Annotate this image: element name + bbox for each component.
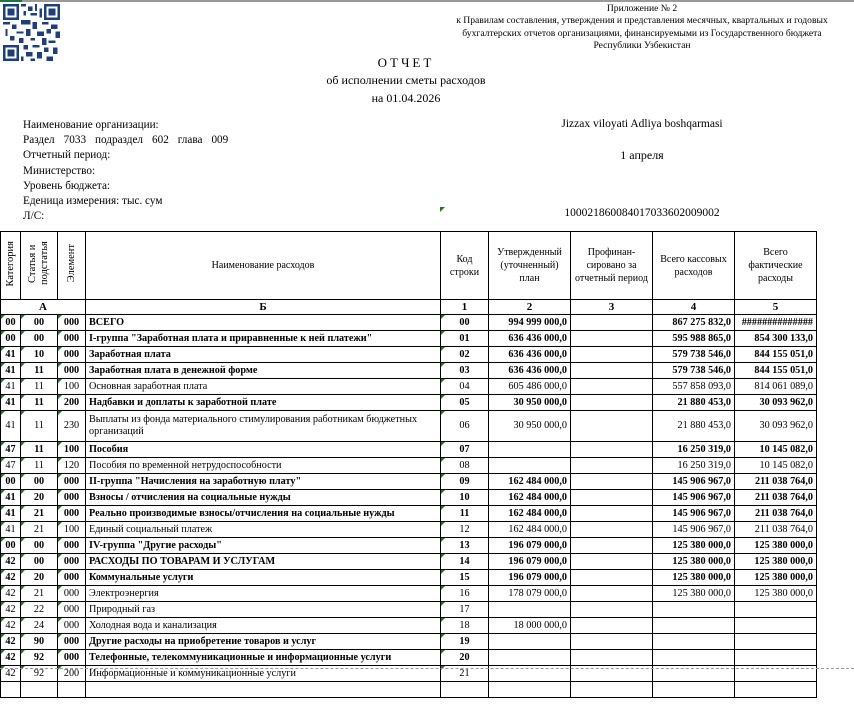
- element-cell[interactable]: 000: [58, 347, 86, 363]
- actual-cell[interactable]: [735, 618, 817, 634]
- name-cell[interactable]: Выплаты из фонда материального стимулирования работникам бюджетных организаций: [86, 411, 441, 442]
- financed-cell[interactable]: [571, 395, 653, 411]
- element-cell[interactable]: 100: [58, 522, 86, 538]
- table-row: [1, 379, 817, 395]
- cash-cell[interactable]: [653, 618, 735, 634]
- index-5: 5: [735, 300, 817, 315]
- code-cell[interactable]: 18: [441, 618, 489, 634]
- cash-cell[interactable]: 125 380 000,0: [653, 570, 735, 586]
- table-row: [1, 618, 817, 634]
- appendix-line-4: Республики Узбекистан: [593, 39, 691, 51]
- header-actual: Всего фактические расходы: [735, 232, 817, 300]
- table-row: [1, 490, 817, 506]
- cash-cell[interactable]: 145 906 967,0: [653, 506, 735, 522]
- table-row: [1, 347, 817, 363]
- plan-cell[interactable]: 30 950 000,0: [489, 411, 571, 442]
- category-cell[interactable]: 42: [1, 554, 21, 570]
- subsection-value: 602: [152, 134, 169, 147]
- financed-cell[interactable]: [571, 682, 653, 698]
- actual-cell[interactable]: 30 093 962,0: [735, 395, 817, 411]
- table-row: [1, 315, 817, 331]
- financed-cell[interactable]: [571, 458, 653, 474]
- plan-cell[interactable]: 178 079 000,0: [489, 586, 571, 602]
- code-cell[interactable]: 19: [441, 634, 489, 650]
- table-row: [1, 554, 817, 570]
- period-value: 1 апреля: [620, 148, 664, 162]
- code-cell[interactable]: 01: [441, 331, 489, 347]
- account-number-value: 100021860084017033602009002: [564, 207, 720, 219]
- table-row: [1, 442, 817, 458]
- table-row: [1, 522, 817, 538]
- code-cell[interactable]: [441, 682, 489, 698]
- code-cell[interactable]: 06: [441, 411, 489, 442]
- actual-cell[interactable]: 30 093 962,0: [735, 411, 817, 442]
- actual-cell[interactable]: 814 061 089,0: [735, 379, 817, 395]
- name-cell[interactable]: Единый социальный платеж: [86, 522, 441, 538]
- subsection-label: подраздел: [95, 134, 143, 147]
- category-cell[interactable]: 42: [1, 602, 21, 618]
- table-header-row: [1, 232, 817, 300]
- article-cell[interactable]: 00: [21, 538, 58, 554]
- element-cell[interactable]: 100: [58, 442, 86, 458]
- financed-cell[interactable]: [571, 634, 653, 650]
- name-cell[interactable]: IV-группа "Другие расходы": [86, 538, 441, 554]
- plan-cell[interactable]: 636 436 000,0: [489, 347, 571, 363]
- header-category: Категория: [1, 232, 21, 300]
- category-cell[interactable]: 42: [1, 586, 21, 602]
- article-cell[interactable]: 22: [21, 602, 58, 618]
- report-meta: [23, 118, 237, 224]
- actual-cell[interactable]: 211 038 764,0: [735, 522, 817, 538]
- index-a: А: [1, 300, 86, 315]
- org-label: Наименование организации:: [23, 119, 159, 131]
- financed-cell[interactable]: [571, 650, 653, 666]
- plan-cell[interactable]: [489, 650, 571, 666]
- actual-cell[interactable]: ##############: [735, 315, 817, 331]
- expense-report-table: [0, 231, 817, 698]
- article-cell[interactable]: 00: [21, 474, 58, 490]
- element-cell[interactable]: 000: [58, 554, 86, 570]
- cash-cell[interactable]: 867 275 832,0: [653, 315, 735, 331]
- chapter-label: глава: [177, 134, 203, 147]
- plan-cell[interactable]: 196 079 000,0: [489, 570, 571, 586]
- cash-cell[interactable]: [653, 650, 735, 666]
- financed-cell[interactable]: [571, 602, 653, 618]
- financed-cell[interactable]: [571, 570, 653, 586]
- element-cell[interactable]: [58, 682, 86, 698]
- plan-cell[interactable]: [489, 634, 571, 650]
- category-cell[interactable]: 41: [1, 506, 21, 522]
- category-cell[interactable]: 41: [1, 522, 21, 538]
- plan-cell[interactable]: 196 079 000,0: [489, 554, 571, 570]
- name-cell[interactable]: Природный газ: [86, 602, 441, 618]
- cash-cell[interactable]: 595 988 865,0: [653, 331, 735, 347]
- actual-cell[interactable]: 10 145 082,0: [735, 442, 817, 458]
- name-cell[interactable]: Телефонные, телекоммуникационные и информационные услуги: [86, 650, 441, 666]
- article-cell[interactable]: 11: [21, 379, 58, 395]
- code-cell[interactable]: 16: [441, 586, 489, 602]
- table-row: [1, 363, 817, 379]
- article-cell[interactable]: 11: [21, 458, 58, 474]
- table-row: [1, 586, 817, 602]
- section-label: Раздел: [23, 134, 55, 147]
- section-value: 7033: [63, 134, 87, 147]
- index-b: Б: [86, 300, 441, 315]
- index-1: 1: [441, 300, 489, 315]
- category-cell[interactable]: 00: [1, 538, 21, 554]
- table-row: [1, 411, 817, 442]
- plan-cell[interactable]: 162 484 000,0: [489, 506, 571, 522]
- table-row: [1, 458, 817, 474]
- financed-cell[interactable]: [571, 586, 653, 602]
- cash-cell[interactable]: 16 250 319,0: [653, 442, 735, 458]
- actual-cell[interactable]: 125 380 000,0: [735, 570, 817, 586]
- code-cell[interactable]: 05: [441, 395, 489, 411]
- name-cell[interactable]: Надбавки и доплаты к заработной плате: [86, 395, 441, 411]
- active-sheet-indicator: [0, 0, 22, 2]
- financed-cell[interactable]: [571, 363, 653, 379]
- category-cell[interactable]: 47: [1, 458, 21, 474]
- header-article: Статья и подстатья: [21, 232, 58, 300]
- ministry-label: Министерство:: [23, 164, 96, 177]
- element-cell[interactable]: 000: [58, 490, 86, 506]
- article-cell[interactable]: 11: [21, 363, 58, 379]
- unit-label: Еденица измерения: тыс. сум: [23, 195, 163, 208]
- name-cell[interactable]: Заработная плата в денежной форме: [86, 363, 441, 379]
- code-cell[interactable]: 13: [441, 538, 489, 554]
- article-cell[interactable]: 20: [21, 570, 58, 586]
- article-cell[interactable]: 00: [21, 331, 58, 347]
- element-cell[interactable]: 000: [58, 650, 86, 666]
- element-cell[interactable]: 000: [58, 474, 86, 490]
- name-cell[interactable]: Электроэнергия: [86, 586, 441, 602]
- category-cell[interactable]: 47: [1, 442, 21, 458]
- appendix-header: [430, 3, 854, 52]
- code-cell[interactable]: 10: [441, 490, 489, 506]
- element-cell[interactable]: 000: [58, 331, 86, 347]
- table-row: [1, 395, 817, 411]
- cash-cell[interactable]: 557 858 093,0: [653, 379, 735, 395]
- category-cell[interactable]: 00: [1, 315, 21, 331]
- name-cell[interactable]: Взносы / отчисления на социальные нужды: [86, 490, 441, 506]
- element-cell[interactable]: 000: [58, 602, 86, 618]
- financed-cell[interactable]: [571, 411, 653, 442]
- actual-cell[interactable]: [735, 634, 817, 650]
- chapter-value: 009: [211, 134, 229, 147]
- category-cell[interactable]: 00: [1, 474, 21, 490]
- header-code: Код строки: [441, 232, 489, 300]
- header-plan: Утвержденный (уточненный) план: [489, 232, 571, 300]
- page-break-line: [0, 668, 854, 669]
- element-cell[interactable]: 120: [58, 458, 86, 474]
- category-cell[interactable]: 41: [1, 347, 21, 363]
- name-cell[interactable]: II-группа "Начисления на заработную плату": [86, 474, 441, 490]
- appendix-line-2: к Правилам составления, утверждения и представления месячных, квартальных и годовых: [456, 15, 828, 27]
- name-cell[interactable]: Основная заработная плата: [86, 379, 441, 395]
- actual-cell[interactable]: [735, 650, 817, 666]
- cash-cell[interactable]: 125 380 000,0: [653, 586, 735, 602]
- name-cell[interactable]: Пособия: [86, 442, 441, 458]
- element-cell[interactable]: 000: [58, 570, 86, 586]
- plan-cell[interactable]: 162 484 000,0: [489, 522, 571, 538]
- financed-cell[interactable]: [571, 490, 653, 506]
- cash-cell[interactable]: [653, 634, 735, 650]
- code-cell[interactable]: 15: [441, 570, 489, 586]
- index-2: 2: [489, 300, 571, 315]
- category-cell[interactable]: 42: [1, 570, 21, 586]
- table-row: [1, 634, 817, 650]
- cash-cell[interactable]: 125 380 000,0: [653, 554, 735, 570]
- header-element: Элемент: [58, 232, 86, 300]
- cash-cell[interactable]: [653, 602, 735, 618]
- cash-cell[interactable]: 16 250 319,0: [653, 458, 735, 474]
- cash-cell[interactable]: 145 906 967,0: [653, 522, 735, 538]
- plan-cell[interactable]: 636 436 000,0: [489, 331, 571, 347]
- financed-cell[interactable]: [571, 331, 653, 347]
- table-body: [1, 315, 817, 698]
- actual-cell[interactable]: 211 038 764,0: [735, 490, 817, 506]
- financed-cell[interactable]: [571, 506, 653, 522]
- element-cell[interactable]: 000: [58, 586, 86, 602]
- window-top-border: [0, 0, 854, 2]
- plan-cell[interactable]: 605 486 000,0: [489, 379, 571, 395]
- table-row: [1, 331, 817, 347]
- plan-cell[interactable]: 994 999 000,0: [489, 315, 571, 331]
- actual-cell[interactable]: 10 145 082,0: [735, 458, 817, 474]
- code-cell[interactable]: 09: [441, 474, 489, 490]
- name-cell[interactable]: [86, 682, 441, 698]
- element-cell[interactable]: 230: [58, 411, 86, 442]
- category-cell[interactable]: 42: [1, 634, 21, 650]
- category-cell[interactable]: 41: [1, 363, 21, 379]
- header-name: Наименование расходов: [86, 232, 441, 300]
- category-cell[interactable]: 41: [1, 395, 21, 411]
- code-cell[interactable]: 07: [441, 442, 489, 458]
- element-cell[interactable]: 000: [58, 634, 86, 650]
- cash-cell[interactable]: 579 738 546,0: [653, 363, 735, 379]
- index-3: 3: [571, 300, 653, 315]
- article-cell[interactable]: 00: [21, 315, 58, 331]
- name-cell[interactable]: I-группа "Заработная плата и приравненные к ней платежи": [86, 331, 441, 347]
- article-cell[interactable]: 11: [21, 442, 58, 458]
- actual-cell[interactable]: 125 380 000,0: [735, 586, 817, 602]
- header-financed: Профинан-сировано за отчетный период: [571, 232, 653, 300]
- code-cell[interactable]: 03: [441, 363, 489, 379]
- table-row: [1, 538, 817, 554]
- actual-cell[interactable]: 211 038 764,0: [735, 474, 817, 490]
- report-title: ОТЧЕТ: [377, 55, 435, 70]
- plan-cell[interactable]: 636 436 000,0: [489, 363, 571, 379]
- financed-cell[interactable]: [571, 474, 653, 490]
- actual-cell[interactable]: 125 380 000,0: [735, 554, 817, 570]
- table-row: [1, 602, 817, 618]
- org-name-value: Jizzax viloyati Adliya boshqarmasi: [561, 118, 723, 130]
- plan-cell[interactable]: 30 950 000,0: [489, 395, 571, 411]
- code-cell[interactable]: 12: [441, 522, 489, 538]
- name-cell[interactable]: Холодная вода и канализация: [86, 618, 441, 634]
- article-cell[interactable]: 90: [21, 634, 58, 650]
- name-cell[interactable]: ВСЕГО: [86, 315, 441, 331]
- article-cell[interactable]: 20: [21, 490, 58, 506]
- plan-cell[interactable]: [489, 602, 571, 618]
- category-cell[interactable]: 41: [1, 411, 21, 442]
- cash-cell[interactable]: [653, 682, 735, 698]
- code-cell[interactable]: 08: [441, 458, 489, 474]
- plan-cell[interactable]: [489, 682, 571, 698]
- category-cell[interactable]: 42: [1, 650, 21, 666]
- financed-cell[interactable]: [571, 538, 653, 554]
- code-cell[interactable]: 20: [441, 650, 489, 666]
- actual-cell[interactable]: [735, 682, 817, 698]
- article-cell[interactable]: 11: [21, 395, 58, 411]
- financed-cell[interactable]: [571, 347, 653, 363]
- plan-cell[interactable]: 196 079 000,0: [489, 538, 571, 554]
- appendix-line-1: Приложение № 2: [606, 3, 678, 14]
- article-cell[interactable]: 10: [21, 347, 58, 363]
- cash-cell[interactable]: 21 880 453,0: [653, 411, 735, 442]
- financed-cell[interactable]: [571, 315, 653, 331]
- element-cell[interactable]: 000: [58, 538, 86, 554]
- table-row: [1, 506, 817, 522]
- report-subtitle: об исполнении сметы расходов: [326, 73, 486, 87]
- qr-code-icon: [3, 4, 60, 61]
- element-cell[interactable]: 000: [58, 315, 86, 331]
- financed-cell[interactable]: [571, 554, 653, 570]
- table-row: [1, 570, 817, 586]
- plan-cell[interactable]: [489, 458, 571, 474]
- article-cell[interactable]: 11: [21, 411, 58, 442]
- category-cell[interactable]: 42: [1, 618, 21, 634]
- plan-cell[interactable]: 18 000 000,0: [489, 618, 571, 634]
- account-label: Л/С:: [23, 210, 45, 223]
- actual-cell[interactable]: 211 038 764,0: [735, 506, 817, 522]
- element-cell[interactable]: 200: [58, 395, 86, 411]
- article-cell[interactable]: 21: [21, 522, 58, 538]
- table-row: [1, 650, 817, 666]
- element-cell[interactable]: 000: [58, 363, 86, 379]
- category-cell[interactable]: 00: [1, 331, 21, 347]
- actual-cell[interactable]: 844 155 051,0: [735, 363, 817, 379]
- cash-cell[interactable]: 145 906 967,0: [653, 490, 735, 506]
- element-cell[interactable]: 200: [58, 666, 86, 682]
- name-cell[interactable]: Коммунальные услуги: [86, 570, 441, 586]
- element-cell[interactable]: 000: [58, 618, 86, 634]
- code-cell[interactable]: 00: [441, 315, 489, 331]
- cash-cell[interactable]: 579 738 546,0: [653, 347, 735, 363]
- article-cell[interactable]: 21: [21, 586, 58, 602]
- name-cell[interactable]: РАСХОДЫ ПО ТОВАРАМ И УСЛУГАМ: [86, 554, 441, 570]
- article-cell[interactable]: [21, 682, 58, 698]
- code-cell[interactable]: 21: [441, 666, 489, 682]
- name-cell[interactable]: Информационные и коммуникационные услуги: [86, 666, 441, 682]
- table-row: [1, 474, 817, 490]
- name-cell[interactable]: Реально производимые взносы/отчисления на социальные нужды: [86, 506, 441, 522]
- appendix-line-3: бухгалтерских отчетов организациями, финансируемыми из Государственного бюджета: [462, 27, 822, 39]
- category-cell[interactable]: 41: [1, 490, 21, 506]
- financed-cell[interactable]: [571, 379, 653, 395]
- cash-cell[interactable]: 125 380 000,0: [653, 538, 735, 554]
- actual-cell[interactable]: 844 155 051,0: [735, 347, 817, 363]
- actual-cell[interactable]: 125 380 000,0: [735, 538, 817, 554]
- name-cell[interactable]: Другие расходы на приобретение товаров и услуг: [86, 634, 441, 650]
- article-cell[interactable]: 00: [21, 554, 58, 570]
- article-cell[interactable]: 92: [21, 650, 58, 666]
- code-cell[interactable]: 04: [441, 379, 489, 395]
- element-cell[interactable]: 100: [58, 379, 86, 395]
- actual-cell[interactable]: [735, 602, 817, 618]
- code-cell[interactable]: 17: [441, 602, 489, 618]
- report-date: на 01.04.2026: [371, 91, 441, 105]
- plan-cell[interactable]: 162 484 000,0: [489, 490, 571, 506]
- code-cell[interactable]: 11: [441, 506, 489, 522]
- cash-cell[interactable]: 145 906 967,0: [653, 474, 735, 490]
- period-label: Отчетный период:: [23, 149, 111, 162]
- column-index-row: [1, 300, 817, 315]
- budget-level-label: Уровень бюджета:: [23, 179, 111, 192]
- financed-cell[interactable]: [571, 442, 653, 458]
- code-cell[interactable]: 02: [441, 347, 489, 363]
- cash-cell[interactable]: 21 880 453,0: [653, 395, 735, 411]
- plan-cell[interactable]: [489, 442, 571, 458]
- name-cell[interactable]: Пособия по временной нетрудоспособности: [86, 458, 441, 474]
- name-cell[interactable]: Заработная плата: [86, 347, 441, 363]
- budget-classification: [23, 133, 237, 148]
- financed-cell[interactable]: [571, 618, 653, 634]
- code-cell[interactable]: 14: [441, 554, 489, 570]
- table-row: [1, 682, 817, 698]
- element-cell[interactable]: 000: [58, 506, 86, 522]
- article-cell[interactable]: 21: [21, 506, 58, 522]
- article-cell[interactable]: 24: [21, 618, 58, 634]
- article-cell[interactable]: 92: [21, 666, 58, 682]
- category-cell[interactable]: 41: [1, 379, 21, 395]
- plan-cell[interactable]: 162 484 000,0: [489, 474, 571, 490]
- header-cash: Всего кассовых расходов: [653, 232, 735, 300]
- actual-cell[interactable]: 854 300 133,0: [735, 331, 817, 347]
- index-4: 4: [653, 300, 735, 315]
- financed-cell[interactable]: [571, 522, 653, 538]
- category-cell[interactable]: [1, 682, 21, 698]
- category-cell[interactable]: 42: [1, 666, 21, 682]
